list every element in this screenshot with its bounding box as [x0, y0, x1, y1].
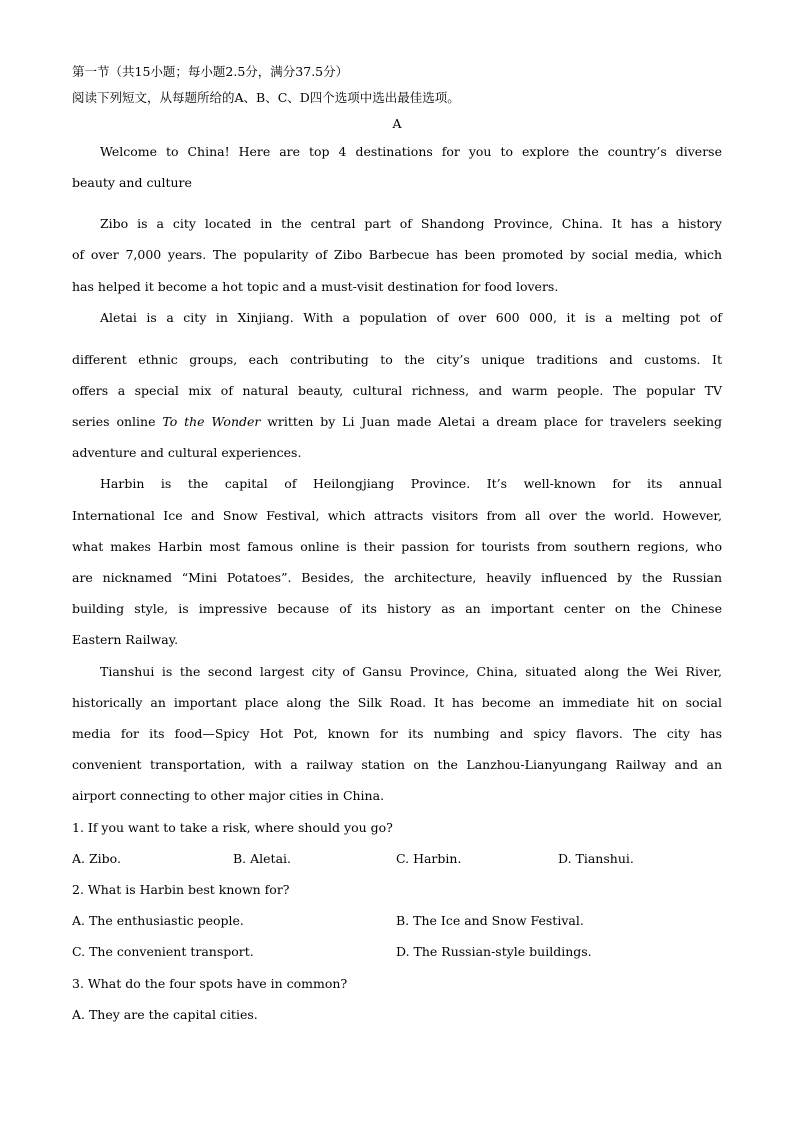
passage-label: A — [392, 116, 402, 131]
intro-line-1: Welcome to China! Here are top 4 destinations for you to explore the country’s diverse — [100, 144, 722, 159]
zibo-line-2: of over 7,000 years. The popularity of Zibo Barbecue has been promoted by social media, which — [72, 247, 722, 262]
question-2-option-a[interactable]: A. The enthusiastic people. — [72, 913, 244, 928]
aletai-line-4-post: written by Li Juan made Aletai a dream place for travelers seeking — [260, 414, 722, 429]
zibo-line-3: has helped it become a hot topic and a must-visit destination for food lovers. — [72, 279, 559, 294]
tianshui-line-1: Tianshui is the second largest city of Gansu Province, China, situated along the Wei River, — [100, 664, 722, 679]
question-1-option-a[interactable]: A. Zibo. — [72, 851, 121, 866]
tianshui-line-4: convenient transportation, with a railway station on the Lanzhou-Lianyungang Railway and an — [72, 757, 722, 772]
aletai-line-2: different ethnic groups, each contributing to the city’s unique traditions and customs. It — [72, 352, 722, 367]
zibo-line-1: Zibo is a city located in the central part of Shandong Province, China. It has a history — [100, 216, 722, 231]
question-1-option-b[interactable]: B. Aletai. — [233, 851, 292, 866]
question-1-option-d[interactable]: D. Tianshui. — [558, 851, 634, 866]
question-3-stem: 3. What do the four spots have in common? — [72, 976, 348, 991]
question-2-option-b[interactable]: B. The Ice and Snow Festival. — [396, 913, 584, 928]
tianshui-line-5: airport connecting to other major cities in China. — [72, 788, 385, 803]
tianshui-line-3: media for its food—Spicy Hot Pot, known for its numbing and spicy flavors. The city has — [72, 726, 722, 741]
section-heading: 第一节（共15小题；每小题2.5分，满分37.5分） — [72, 64, 349, 79]
harbin-line-2: International Ice and Snow Festival, which attracts visitors from all over the world. However, — [72, 508, 722, 523]
instruction-text: 阅读下列短文，从每题所给的A、B、C、D四个选项中选出最佳选项。 — [72, 90, 460, 105]
tv-series-title: To the Wonder — [162, 414, 261, 429]
aletai-line-1: Aletai is a city in Xinjiang. With a population of over 600 000, it is a melting pot of — [100, 310, 722, 325]
harbin-line-4: are nicknamed “Mini Potatoes”. Besides, the architecture, heavily influenced by the Russian — [72, 570, 722, 585]
question-3-option-a[interactable]: A. They are the capital cities. — [72, 1007, 258, 1022]
tianshui-line-2: historically an important place along the Silk Road. It has become an immediate hit on social — [72, 695, 722, 710]
harbin-line-6: Eastern Railway. — [72, 632, 179, 647]
harbin-line-5: building style, is impressive because of its history as an important center on the Chinese — [72, 601, 722, 616]
question-2-option-d[interactable]: D. The Russian-style buildings. — [396, 944, 592, 959]
intro-line-2: beauty and culture — [72, 175, 192, 190]
aletai-line-4-pre: series online — [72, 414, 163, 429]
question-1-option-c[interactable]: C. Harbin. — [396, 851, 462, 866]
question-2-stem: 2. What is Harbin best known for? — [72, 882, 290, 897]
aletai-line-5: adventure and cultural experiences. — [72, 445, 302, 460]
aletai-line-4 — [72, 416, 722, 429]
aletai-line-3: offers a special mix of natural beauty, cultural richness, and warm people. The popular TV — [72, 383, 722, 398]
harbin-line-3: what makes Harbin most famous online is their passion for tourists from southern regions, who — [72, 539, 722, 554]
question-2-option-c[interactable]: C. The convenient transport. — [72, 944, 254, 959]
question-1-stem: 1. If you want to take a risk, where should you go? — [72, 820, 393, 835]
harbin-line-1: Harbin is the capital of Heilongjiang Province. It’s well-known for its annual — [100, 476, 722, 491]
